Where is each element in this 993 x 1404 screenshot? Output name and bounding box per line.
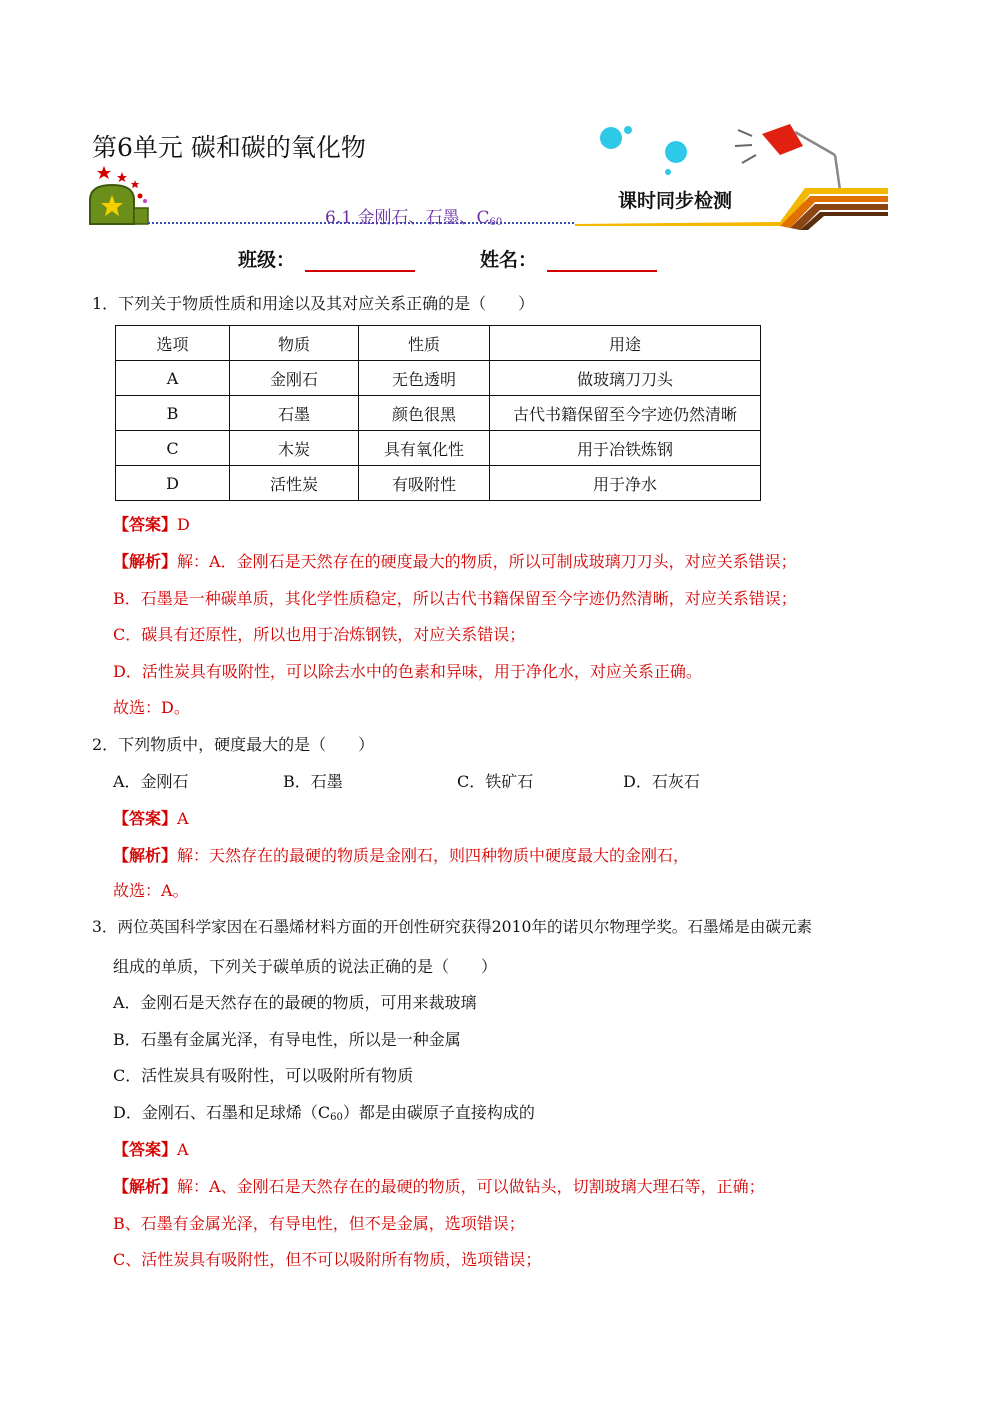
table-header-cell: 性质 <box>359 326 490 361</box>
bubble-icon <box>665 141 687 163</box>
class-blank[interactable] <box>305 248 415 272</box>
answer-label: 【答案】 <box>113 515 178 534</box>
q2-analysis-line: 故选：A。 <box>113 881 189 900</box>
name-field <box>480 245 657 272</box>
table-cell: A <box>116 361 230 396</box>
answer-label: 【答案】 <box>113 1140 178 1159</box>
q1-stem: 1．下列关于物质性质和用途以及其对应关系正确的是（ ） <box>92 294 535 313</box>
red-star-icon <box>131 180 139 188</box>
q1-analysis-line <box>113 549 797 572</box>
table-header-row <box>116 326 761 361</box>
table-cell: 金刚石 <box>230 361 359 396</box>
answer-value: A <box>177 809 189 828</box>
name-blank[interactable] <box>547 248 657 272</box>
table-cell: 具有氧化性 <box>359 431 490 466</box>
table-cell: D <box>116 466 230 501</box>
section-title <box>325 203 502 228</box>
q2-option: A．金刚石 <box>113 772 189 791</box>
analysis-label: 【解析】 <box>113 846 178 865</box>
q2-answer <box>113 806 189 829</box>
class-field <box>238 245 415 272</box>
q3-analysis-line: B、石墨有金属光泽，有导电性，但不是金属，选项错误； <box>113 1214 525 1233</box>
q3-analysis-line <box>113 1174 765 1197</box>
lesson-badge: 课时同步检测 <box>618 190 733 212</box>
table-cell: 活性炭 <box>230 466 359 501</box>
q3-option-d-suffix: ）都是由碳原子直接构成的 <box>342 1103 535 1122</box>
table-cell: 无色透明 <box>359 361 490 396</box>
table-cell: 做玻璃刀刀头 <box>490 361 761 396</box>
table-header-cell: 选项 <box>116 326 230 361</box>
q2-option: D．石灰石 <box>623 772 700 791</box>
q3-option: B．石墨有金属光泽，有导电性，所以是一种金属 <box>113 1030 461 1049</box>
table-row <box>116 396 761 431</box>
table-cell: C <box>116 431 230 466</box>
q3-option-d-subscript: 60 <box>330 1112 343 1123</box>
table-cell: 古代书籍保留至今字迹仍然清晰 <box>490 396 761 431</box>
table-row <box>116 431 761 466</box>
q3-analysis-line: C、活性炭具有吸附性，但不可以吸附所有物质，选项错误； <box>113 1250 542 1269</box>
red-star-icon <box>97 166 111 179</box>
desk-lamp-icon <box>735 124 840 190</box>
red-star-icon <box>117 172 127 182</box>
analysis-text: 解：A、金刚石是天然存在的最硬的物质，可以做钻头，切割玻璃大理石等，正确； <box>177 1177 765 1196</box>
analysis-label: 【解析】 <box>113 552 178 571</box>
analysis-text: 解：A．金刚石是天然存在的硬度最大的物质，所以可制成玻璃刀刀头，对应关系错误； <box>177 552 797 571</box>
q2-option: B．石墨 <box>283 772 343 791</box>
table-header-cell: 用途 <box>490 326 761 361</box>
table-row <box>116 361 761 396</box>
name-label: 姓名： <box>480 249 538 271</box>
table-cell: 颜色很黑 <box>359 396 490 431</box>
analysis-label: 【解析】 <box>113 1177 178 1196</box>
bubble-icon <box>624 126 632 134</box>
section-title-subscript: 60 <box>489 217 503 228</box>
analysis-text: 解：天然存在的最硬的物质是金刚石，则四种物质中硬度最大的金刚石， <box>177 846 690 865</box>
q1-analysis-line: D．活性炭具有吸附性，可以除去水中的色素和异味，用于净化水，对应关系正确。 <box>113 662 702 681</box>
answer-value: D <box>177 515 190 534</box>
q3-option: A．金刚石是天然存在的最硬的物质，可用来裁玻璃 <box>113 993 477 1012</box>
table-cell: 有吸附性 <box>359 466 490 501</box>
q1-analysis-line: C．碳具有还原性，所以也用于冶炼钢铁，对应关系错误； <box>113 625 526 644</box>
q1-analysis-line: 故选：D。 <box>113 698 190 717</box>
table-header-cell: 物质 <box>230 326 359 361</box>
q3-stem: 3．两位英国科学家因在石墨烯材料方面的开创性研究获得2010年的诺贝尔物理学奖。石墨烯是由碳元素 <box>92 918 813 936</box>
q2-stem: 2．下列物质中，硬度最大的是（ ） <box>92 735 375 754</box>
table-row <box>116 466 761 501</box>
q3-answer <box>113 1137 189 1160</box>
q2-option: C．铁矿石 <box>457 772 534 791</box>
q3-option <box>113 1100 535 1123</box>
q3-option-d-prefix: D．金刚石、石墨和足球烯（C <box>113 1103 331 1122</box>
table-cell: 木炭 <box>230 431 359 466</box>
table-cell: B <box>116 396 230 431</box>
table-cell: 用于冶铁炼钢 <box>490 431 761 466</box>
bubble-icon <box>600 127 622 149</box>
section-title-text: 6.1 金刚石、石墨、C <box>325 208 490 228</box>
class-label: 班级： <box>238 249 296 271</box>
q3-stem-cont: 组成的单质，下列关于碳单质的说法正确的是（ ） <box>113 957 498 976</box>
table-cell: 用于净水 <box>490 466 761 501</box>
q1-table <box>115 325 761 501</box>
q3-option: C．活性炭具有吸附性，可以吸附所有物质 <box>113 1066 414 1085</box>
bubble-icon <box>665 169 671 175</box>
table-cell: 石墨 <box>230 396 359 431</box>
q2-analysis-line <box>113 843 689 866</box>
answer-value: A <box>177 1140 189 1159</box>
q1-analysis-line: B．石墨是一种碳单质，其化学性质稳定，所以古代书籍保留至今字迹仍然清晰，对应关系错误； <box>113 589 797 608</box>
unit-title: 第6单元 碳和碳的氧化物 <box>92 133 366 162</box>
q1-answer <box>113 512 190 535</box>
answer-label: 【答案】 <box>113 809 178 828</box>
